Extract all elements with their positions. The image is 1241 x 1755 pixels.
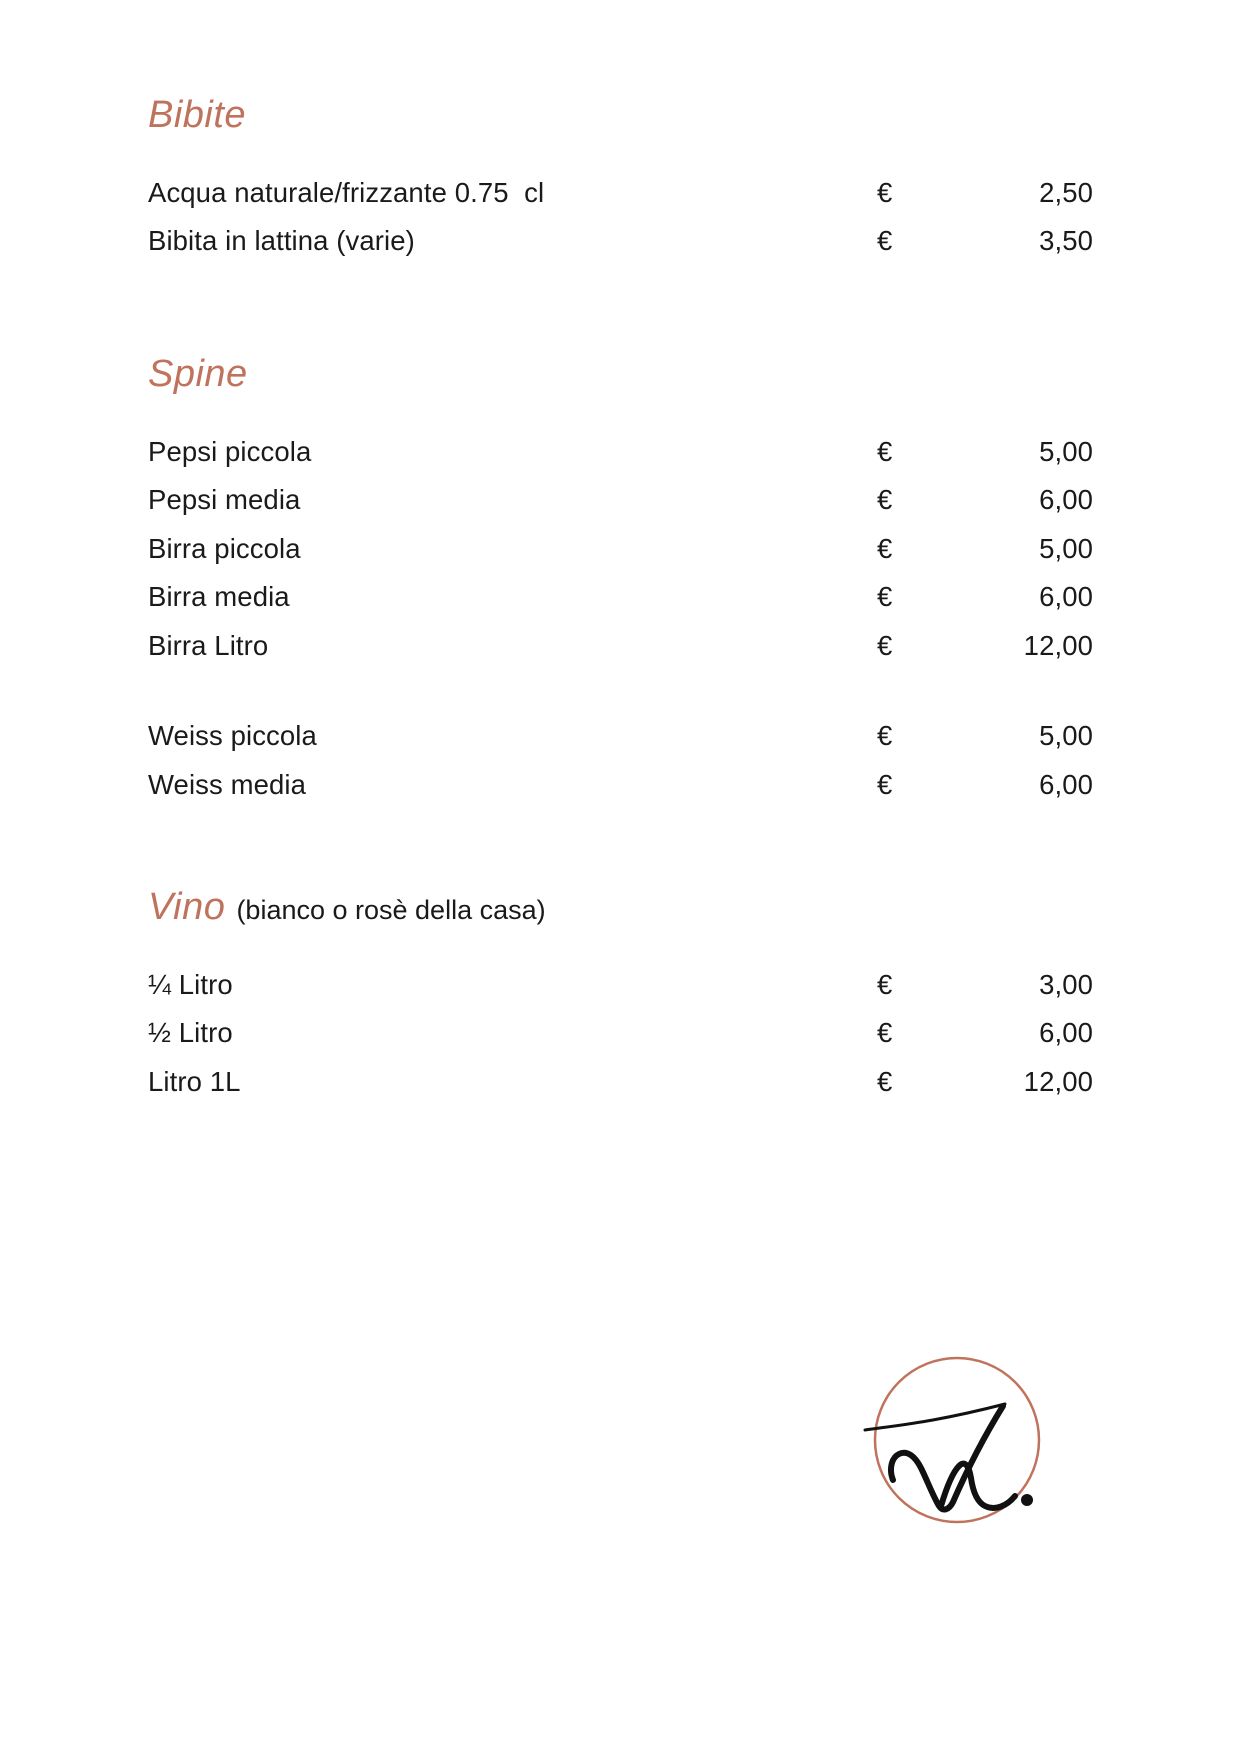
section-title-bibite-text: Bibite: [148, 94, 247, 136]
menu-item-row: [148, 629, 1093, 661]
item-price: 6,00: [1039, 1017, 1093, 1049]
section-title-spine-text: Spine: [148, 352, 248, 395]
section-vino: [148, 887, 1093, 1095]
item-currency: €: [877, 629, 893, 661]
section-bibite: [148, 95, 1093, 255]
item-price: 3,50: [1039, 225, 1093, 257]
item-list-spine-weiss: [148, 722, 1093, 798]
item-name: Weiss piccola: [148, 720, 317, 752]
item-name: Weiss media: [148, 768, 307, 800]
item-currency: €: [877, 532, 893, 564]
item-currency: €: [877, 1017, 893, 1049]
item-currency: €: [877, 581, 893, 613]
menu-content: [148, 95, 1093, 1116]
section-title-vino: [148, 887, 1093, 929]
item-price: 6,00: [1039, 768, 1093, 800]
menu-item-row: [148, 768, 1093, 800]
item-currency: €: [877, 484, 893, 516]
item-currency: €: [877, 435, 893, 467]
item-list-bibite: [148, 176, 1093, 257]
item-price: 3,00: [1039, 968, 1093, 1000]
item-name: Acqua naturale/frizzante 0.75 cl: [148, 176, 545, 208]
menu-item-row: [148, 968, 1093, 1000]
section-gap: [148, 819, 1093, 887]
item-currency: €: [877, 176, 893, 208]
item-name: Pepsi piccola: [148, 435, 312, 467]
signature-monogram-logo: [855, 1330, 1055, 1545]
item-name: Birra media: [148, 581, 290, 613]
item-price: 6,00: [1039, 581, 1093, 613]
item-currency: €: [877, 768, 893, 800]
section-spine: [148, 354, 1093, 798]
item-name: Bibita in lattina (varie): [148, 225, 415, 257]
item-name: Pepsi media: [148, 484, 301, 516]
item-currency: €: [877, 225, 893, 257]
item-price: 5,00: [1039, 720, 1093, 752]
section-gap: [148, 276, 1093, 354]
item-price: 2,50: [1039, 176, 1093, 208]
menu-item-row: [148, 1065, 1093, 1097]
item-price: 6,00: [1039, 484, 1093, 516]
item-currency: €: [877, 720, 893, 752]
section-title-bibite: [148, 95, 1093, 137]
menu-item-row: [148, 435, 1093, 467]
item-name: ½ Litro: [148, 1017, 233, 1049]
menu-item-row: [148, 486, 1093, 514]
item-currency: €: [877, 1065, 893, 1097]
section-title-spine: [148, 354, 1093, 396]
menu-item-row: [148, 722, 1093, 750]
item-name: Birra piccola: [148, 532, 301, 564]
item-price: 5,00: [1039, 435, 1093, 467]
item-list-vino: [148, 968, 1093, 1097]
item-price: 12,00: [1023, 629, 1093, 661]
menu-item-row: [148, 176, 1093, 208]
menu-item-row: [148, 227, 1093, 255]
group-gap: [148, 680, 1093, 722]
item-price: 12,00: [1023, 1065, 1093, 1097]
menu-item-row: [148, 532, 1093, 564]
section-subtitle-vino: (bianco o rosè della casa): [236, 895, 546, 926]
item-name: ¼ Litro: [148, 968, 233, 1000]
item-name: Birra Litro: [148, 629, 269, 661]
item-price: 5,00: [1039, 532, 1093, 564]
menu-item-row: [148, 583, 1093, 611]
item-list-spine-beers: [148, 435, 1093, 661]
item-name: Litro 1L: [148, 1065, 241, 1097]
menu-item-row: [148, 1019, 1093, 1047]
item-currency: €: [877, 968, 893, 1000]
section-title-vino-text: Vino: [148, 886, 226, 929]
